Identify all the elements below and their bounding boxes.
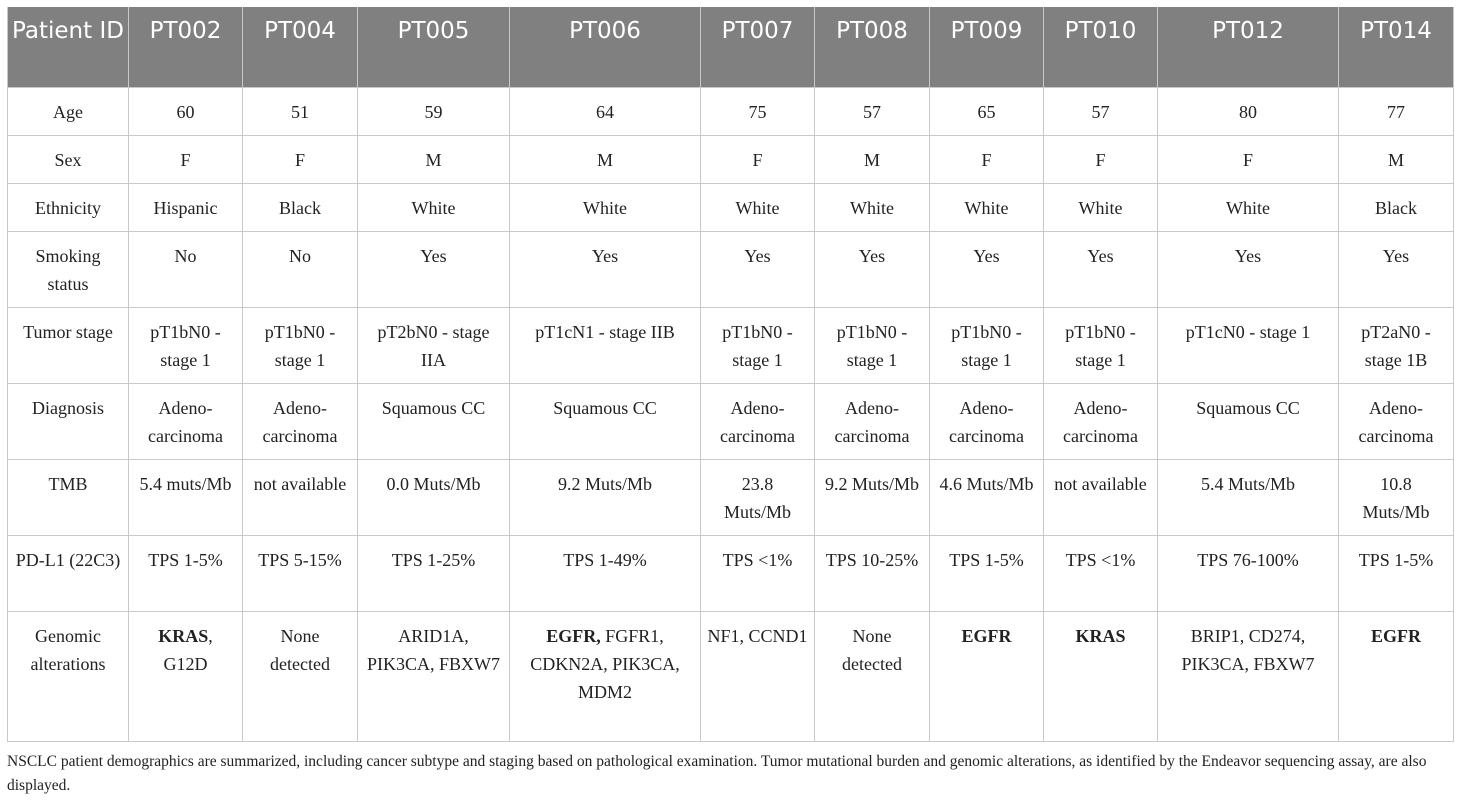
table-cell: No — [243, 231, 358, 307]
column-header-patient-id: Patient ID — [8, 7, 129, 87]
table-cell: TPS 1-5% — [930, 535, 1044, 611]
table-cell: M — [510, 135, 701, 183]
table-cell: 23.8 Muts/Mb — [701, 459, 815, 535]
table-row — [8, 87, 1454, 135]
table-cell: pT1bN0 - stage 1 — [930, 307, 1044, 383]
gene-list: NF1, CCND1 — [707, 625, 808, 646]
table-cell: Squamous CC — [358, 383, 510, 459]
table-cell: 59 — [358, 87, 510, 135]
table-cell: pT1bN0 - stage 1 — [815, 307, 930, 383]
column-header-pt007: PT007 — [701, 7, 815, 87]
table-cell — [701, 611, 815, 741]
row-label: TMB — [8, 459, 129, 535]
table-cell: TPS <1% — [1044, 535, 1158, 611]
gene-list: FGFR1, CDKN2A, PIK3CA, MDM2 — [530, 625, 680, 702]
table-cell: Adeno-carcinoma — [815, 383, 930, 459]
table-cell: Squamous CC — [1158, 383, 1339, 459]
table-cell — [1158, 611, 1339, 741]
table-caption: NSCLC patient demographics are summarized, including cancer subtype and staging based on pathological examination. Tumor mutational burden and genomic alterations, as identified by the Endeavor sequencing assay, are also displayed. — [7, 753, 1427, 794]
table-cell — [358, 611, 510, 741]
table-cell: M — [1339, 135, 1454, 183]
table-cell: pT2aN0 - stage 1B — [1339, 307, 1454, 383]
column-header-pt009: PT009 — [930, 7, 1044, 87]
table-cell: Adeno-carcinoma — [1044, 383, 1158, 459]
table-cell: not available — [1044, 459, 1158, 535]
table-cell: 75 — [701, 87, 815, 135]
table-cell: White — [815, 183, 930, 231]
table-cell: F — [129, 135, 243, 183]
table-cell: F — [243, 135, 358, 183]
column-header-pt014: PT014 — [1339, 7, 1454, 87]
table-cell: 65 — [930, 87, 1044, 135]
column-header-pt012: PT012 — [1158, 7, 1339, 87]
row-label: Smoking status — [8, 231, 129, 307]
table-cell: 64 — [510, 87, 701, 135]
table-cell — [930, 611, 1044, 741]
table-cell: 57 — [1044, 87, 1158, 135]
table-row — [8, 611, 1454, 741]
table-cell: 0.0 Muts/Mb — [358, 459, 510, 535]
table-cell — [510, 611, 701, 741]
table-cell: Yes — [1158, 231, 1339, 307]
table-cell: 77 — [1339, 87, 1454, 135]
gene-list: , G12D — [163, 625, 213, 674]
table-cell: 4.6 Muts/Mb — [930, 459, 1044, 535]
table-cell: pT2bN0 - stage IIA — [358, 307, 510, 383]
gene-list: None detected — [270, 625, 330, 674]
table-cell: F — [1044, 135, 1158, 183]
table-cell: TPS 1-5% — [129, 535, 243, 611]
table-cell: 5.4 Muts/Mb — [1158, 459, 1339, 535]
column-header-pt008: PT008 — [815, 7, 930, 87]
table-cell: White — [930, 183, 1044, 231]
table-cell: TPS 10-25% — [815, 535, 930, 611]
table-cell: White — [1158, 183, 1339, 231]
table-cell: 9.2 Muts/Mb — [815, 459, 930, 535]
table-cell: White — [701, 183, 815, 231]
table-cell: Yes — [1044, 231, 1158, 307]
column-header-pt006: PT006 — [510, 7, 701, 87]
gene-highlight: EGFR, — [546, 625, 601, 646]
table-cell: 80 — [1158, 87, 1339, 135]
table-cell: Yes — [930, 231, 1044, 307]
gene-list: None detected — [842, 625, 902, 674]
table-row — [8, 459, 1454, 535]
table-cell: Adeno-carcinoma — [129, 383, 243, 459]
table-cell: F — [930, 135, 1044, 183]
table-cell: Adeno-carcinoma — [1339, 383, 1454, 459]
table-cell — [815, 611, 930, 741]
table-cell: White — [510, 183, 701, 231]
gene-highlight: EGFR — [1370, 625, 1421, 646]
table-cell: 51 — [243, 87, 358, 135]
patient-demographics-table — [7, 7, 1454, 742]
table-cell: White — [1044, 183, 1158, 231]
table-cell: Adeno-carcinoma — [930, 383, 1044, 459]
table-cell: Adeno-carcinoma — [701, 383, 815, 459]
table-cell: TPS 76-100% — [1158, 535, 1339, 611]
table-cell: TPS <1% — [701, 535, 815, 611]
column-header-pt002: PT002 — [129, 7, 243, 87]
patient-table-container — [7, 7, 1453, 742]
row-label: Genomic alterations — [8, 611, 129, 741]
row-label: Age — [8, 87, 129, 135]
table-row — [8, 183, 1454, 231]
table-cell: Squamous CC — [510, 383, 701, 459]
gene-highlight: KRAS — [158, 625, 209, 646]
table-cell: Black — [1339, 183, 1454, 231]
table-cell: M — [815, 135, 930, 183]
gene-list: ARID1A, PIK3CA, FBXW7 — [366, 625, 500, 674]
table-row — [8, 135, 1454, 183]
table-cell: pT1cN0 - stage 1 — [1158, 307, 1339, 383]
table-cell: Yes — [815, 231, 930, 307]
table-cell: not available — [243, 459, 358, 535]
gene-list: BRIP1, CD274, PIK3CA, FBXW7 — [1181, 625, 1315, 674]
table-cell: pT1bN0 - stage 1 — [1044, 307, 1158, 383]
table-cell: TPS 1-25% — [358, 535, 510, 611]
table-cell: 57 — [815, 87, 930, 135]
table-cell: TPS 1-5% — [1339, 535, 1454, 611]
table-cell: Adeno-carcinoma — [243, 383, 358, 459]
table-cell — [1044, 611, 1158, 741]
row-label: Sex — [8, 135, 129, 183]
table-body — [8, 87, 1454, 741]
row-label: Tumor stage — [8, 307, 129, 383]
table-cell — [1339, 611, 1454, 741]
table-cell: Yes — [358, 231, 510, 307]
table-cell: Yes — [701, 231, 815, 307]
table-cell: M — [358, 135, 510, 183]
table-cell: TPS 1-49% — [510, 535, 701, 611]
table-cell: Black — [243, 183, 358, 231]
table-row — [8, 307, 1454, 383]
table-cell: Yes — [510, 231, 701, 307]
row-label: Diagnosis — [8, 383, 129, 459]
table-cell — [243, 611, 358, 741]
table-cell: pT1cN1 - stage IIB — [510, 307, 701, 383]
column-header-pt005: PT005 — [358, 7, 510, 87]
table-row — [8, 535, 1454, 611]
table-cell: White — [358, 183, 510, 231]
column-header-pt010: PT010 — [1044, 7, 1158, 87]
table-cell: 5.4 muts/Mb — [129, 459, 243, 535]
table-cell: 10.8 Muts/Mb — [1339, 459, 1454, 535]
table-cell: pT1bN0 - stage 1 — [243, 307, 358, 383]
table-cell — [129, 611, 243, 741]
row-label: Ethnicity — [8, 183, 129, 231]
table-cell: No — [129, 231, 243, 307]
table-cell: pT1bN0 - stage 1 — [701, 307, 815, 383]
column-header-pt004: PT004 — [243, 7, 358, 87]
table-header-row — [8, 7, 1454, 87]
table-row — [8, 383, 1454, 459]
table-cell: 9.2 Muts/Mb — [510, 459, 701, 535]
gene-highlight: EGFR — [961, 625, 1012, 646]
table-cell: Yes — [1339, 231, 1454, 307]
row-label: PD-L1 (22C3) — [8, 535, 129, 611]
table-cell: 60 — [129, 87, 243, 135]
table-cell: F — [1158, 135, 1339, 183]
gene-highlight: KRAS — [1075, 625, 1126, 646]
table-cell: Hispanic — [129, 183, 243, 231]
table-row — [8, 231, 1454, 307]
table-cell: TPS 5-15% — [243, 535, 358, 611]
table-cell: pT1bN0 - stage 1 — [129, 307, 243, 383]
table-cell: F — [701, 135, 815, 183]
